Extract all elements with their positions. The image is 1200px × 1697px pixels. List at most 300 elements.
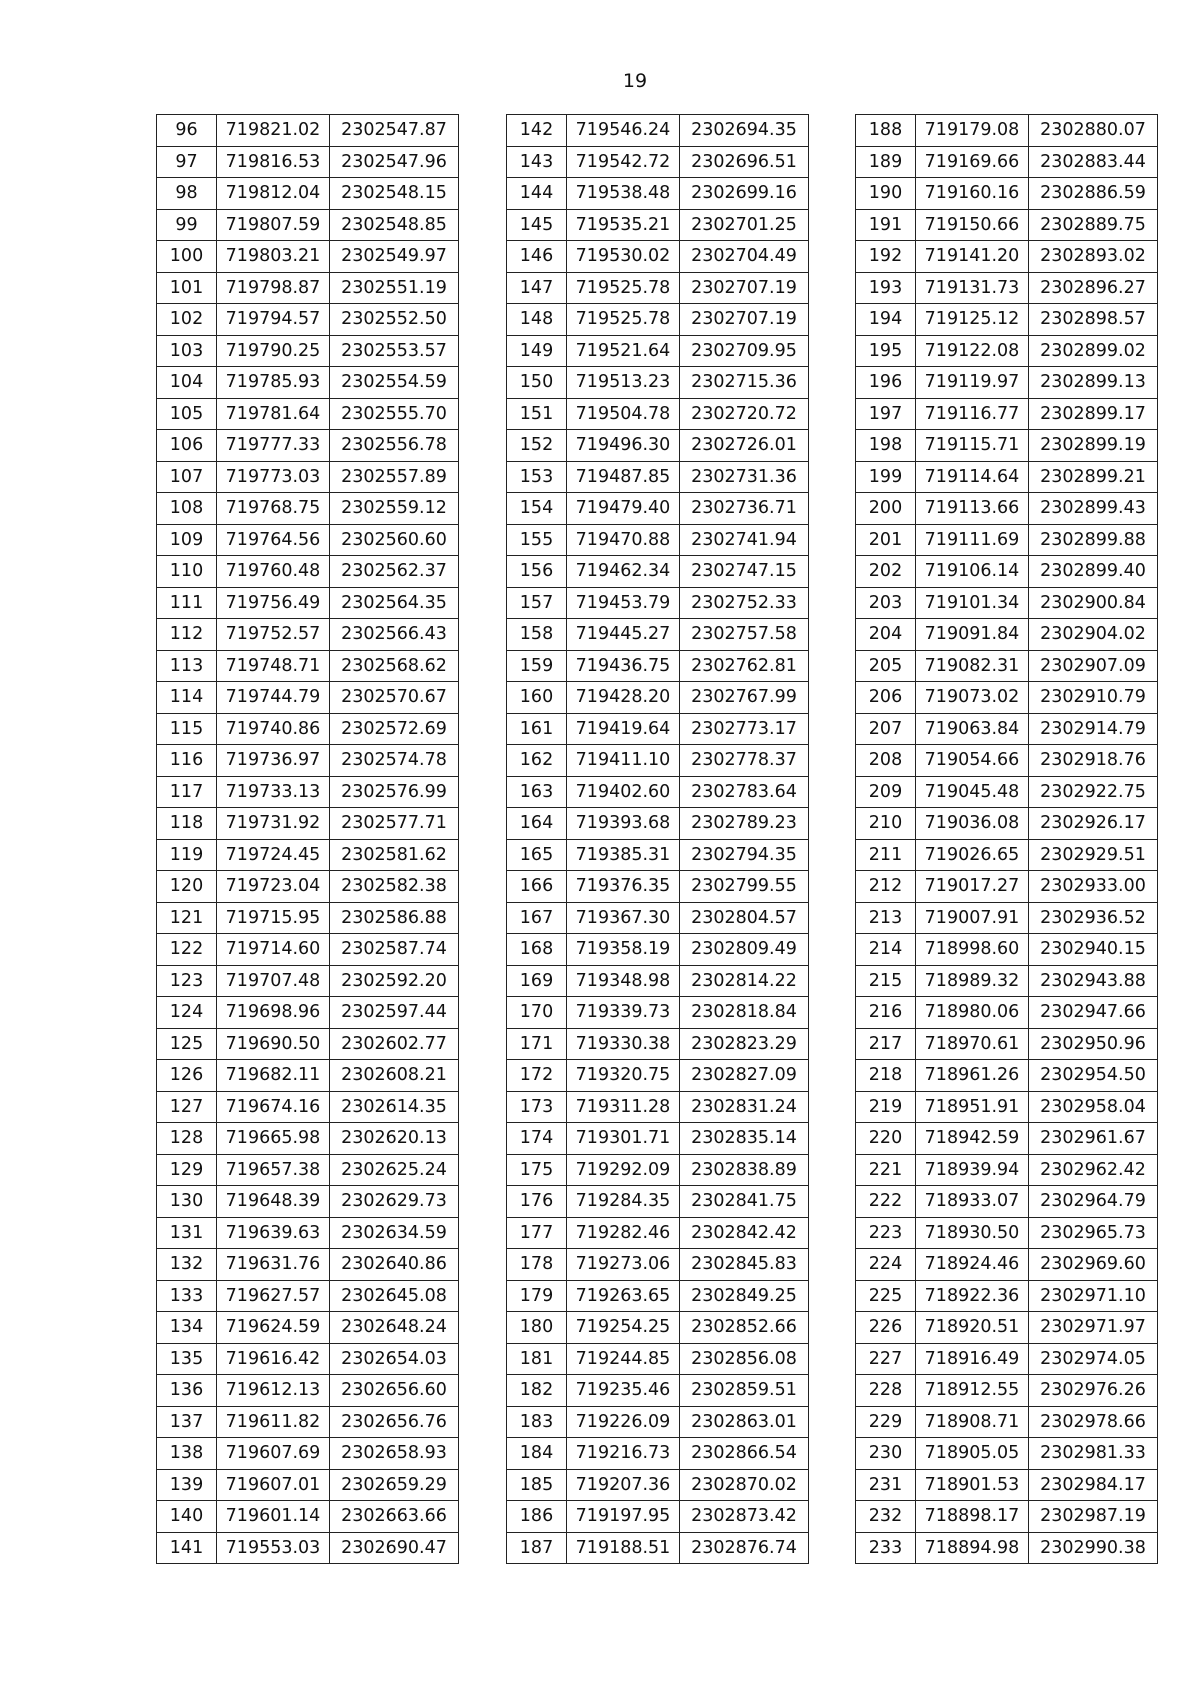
point-number-cell: 156 <box>507 556 567 588</box>
x-coordinate-cell: 719367.30 <box>567 902 680 934</box>
x-coordinate-cell: 719244.85 <box>567 1343 680 1375</box>
y-coordinate-cell: 2302556.78 <box>330 430 459 462</box>
point-number-cell: 153 <box>507 461 567 493</box>
y-coordinate-cell: 2302918.76 <box>1029 745 1158 777</box>
point-number-cell: 118 <box>157 808 217 840</box>
table-row <box>157 335 459 367</box>
x-coordinate-cell: 719724.45 <box>217 839 330 871</box>
y-coordinate-cell: 2302880.07 <box>1029 115 1158 147</box>
table-row <box>856 493 1158 525</box>
table-row <box>157 1028 459 1060</box>
point-number-cell: 224 <box>856 1249 916 1281</box>
x-coordinate-cell: 719419.64 <box>567 713 680 745</box>
y-coordinate-cell: 2302720.72 <box>680 398 809 430</box>
y-coordinate-cell: 2302648.24 <box>330 1312 459 1344</box>
point-number-cell: 173 <box>507 1091 567 1123</box>
point-number-cell: 175 <box>507 1154 567 1186</box>
y-coordinate-cell: 2302899.19 <box>1029 430 1158 462</box>
y-coordinate-cell: 2302898.57 <box>1029 304 1158 336</box>
coordinate-table-3 <box>855 114 1158 1564</box>
y-coordinate-cell: 2302845.83 <box>680 1249 809 1281</box>
point-number-cell: 194 <box>856 304 916 336</box>
table-row <box>507 1060 809 1092</box>
point-number-cell: 220 <box>856 1123 916 1155</box>
y-coordinate-cell: 2302899.21 <box>1029 461 1158 493</box>
x-coordinate-cell: 719131.73 <box>916 272 1029 304</box>
table-row <box>507 682 809 714</box>
point-number-cell: 171 <box>507 1028 567 1060</box>
point-number-cell: 146 <box>507 241 567 273</box>
y-coordinate-cell: 2302794.35 <box>680 839 809 871</box>
y-coordinate-cell: 2302752.33 <box>680 587 809 619</box>
page-number: 19 <box>622 70 648 92</box>
x-coordinate-cell: 719733.13 <box>217 776 330 808</box>
x-coordinate-cell: 719235.46 <box>567 1375 680 1407</box>
y-coordinate-cell: 2302974.05 <box>1029 1343 1158 1375</box>
point-number-cell: 115 <box>157 713 217 745</box>
point-number-cell: 209 <box>856 776 916 808</box>
table-row <box>157 745 459 777</box>
x-coordinate-cell: 719411.10 <box>567 745 680 777</box>
point-number-cell: 138 <box>157 1438 217 1470</box>
y-coordinate-cell: 2302757.58 <box>680 619 809 651</box>
point-number-cell: 131 <box>157 1217 217 1249</box>
point-number-cell: 216 <box>856 997 916 1029</box>
point-number-cell: 176 <box>507 1186 567 1218</box>
table-row <box>157 1186 459 1218</box>
x-coordinate-cell: 719462.34 <box>567 556 680 588</box>
y-coordinate-cell: 2302548.15 <box>330 178 459 210</box>
y-coordinate-cell: 2302896.27 <box>1029 272 1158 304</box>
y-coordinate-cell: 2302969.60 <box>1029 1249 1158 1281</box>
x-coordinate-cell: 718961.26 <box>916 1060 1029 1092</box>
point-number-cell: 150 <box>507 367 567 399</box>
point-number-cell: 105 <box>157 398 217 430</box>
point-number-cell: 128 <box>157 1123 217 1155</box>
x-coordinate-cell: 719358.19 <box>567 934 680 966</box>
x-coordinate-cell: 719631.76 <box>217 1249 330 1281</box>
table-row <box>157 1438 459 1470</box>
point-number-cell: 97 <box>157 146 217 178</box>
point-number-cell: 111 <box>157 587 217 619</box>
y-coordinate-cell: 2302570.67 <box>330 682 459 714</box>
x-coordinate-cell: 719682.11 <box>217 1060 330 1092</box>
point-number-cell: 190 <box>856 178 916 210</box>
table-row <box>856 934 1158 966</box>
table-row <box>856 398 1158 430</box>
y-coordinate-cell: 2302958.04 <box>1029 1091 1158 1123</box>
table-row <box>856 272 1158 304</box>
point-number-cell: 159 <box>507 650 567 682</box>
table-row <box>507 776 809 808</box>
x-coordinate-cell: 719752.57 <box>217 619 330 651</box>
x-coordinate-cell: 718901.53 <box>916 1469 1029 1501</box>
point-number-cell: 101 <box>157 272 217 304</box>
x-coordinate-cell: 719740.86 <box>217 713 330 745</box>
table-row <box>856 304 1158 336</box>
x-coordinate-cell: 719756.49 <box>217 587 330 619</box>
x-coordinate-cell: 719026.65 <box>916 839 1029 871</box>
point-number-cell: 206 <box>856 682 916 714</box>
point-number-cell: 137 <box>157 1406 217 1438</box>
x-coordinate-cell: 719402.60 <box>567 776 680 808</box>
table-row <box>157 241 459 273</box>
table-row <box>157 1406 459 1438</box>
x-coordinate-cell: 719794.57 <box>217 304 330 336</box>
x-coordinate-cell: 719376.35 <box>567 871 680 903</box>
y-coordinate-cell: 2302965.73 <box>1029 1217 1158 1249</box>
y-coordinate-cell: 2302548.85 <box>330 209 459 241</box>
x-coordinate-cell: 718998.60 <box>916 934 1029 966</box>
x-coordinate-cell: 719122.08 <box>916 335 1029 367</box>
table-row <box>157 178 459 210</box>
table-row <box>507 1343 809 1375</box>
table-row <box>507 745 809 777</box>
table-row <box>157 556 459 588</box>
coordinate-table-1 <box>156 114 459 1564</box>
x-coordinate-cell: 719311.28 <box>567 1091 680 1123</box>
y-coordinate-cell: 2302841.75 <box>680 1186 809 1218</box>
table-row <box>507 1123 809 1155</box>
table-row <box>856 965 1158 997</box>
y-coordinate-cell: 2302547.87 <box>330 115 459 147</box>
y-coordinate-cell: 2302602.77 <box>330 1028 459 1060</box>
y-coordinate-cell: 2302971.97 <box>1029 1312 1158 1344</box>
table-row <box>856 713 1158 745</box>
y-coordinate-cell: 2302859.51 <box>680 1375 809 1407</box>
y-coordinate-cell: 2302547.96 <box>330 146 459 178</box>
x-coordinate-cell: 719812.04 <box>217 178 330 210</box>
y-coordinate-cell: 2302634.59 <box>330 1217 459 1249</box>
x-coordinate-cell: 719798.87 <box>217 272 330 304</box>
table-row <box>157 1469 459 1501</box>
y-coordinate-cell: 2302557.89 <box>330 461 459 493</box>
x-coordinate-cell: 718951.91 <box>916 1091 1029 1123</box>
table-row <box>157 1343 459 1375</box>
y-coordinate-cell: 2302981.33 <box>1029 1438 1158 1470</box>
table-row <box>507 461 809 493</box>
table-row <box>157 146 459 178</box>
coordinate-table-2 <box>506 114 809 1564</box>
x-coordinate-cell: 719445.27 <box>567 619 680 651</box>
table-row <box>157 1280 459 1312</box>
y-coordinate-cell: 2302773.17 <box>680 713 809 745</box>
table-row <box>856 335 1158 367</box>
table-row <box>856 556 1158 588</box>
point-number-cell: 158 <box>507 619 567 651</box>
x-coordinate-cell: 719690.50 <box>217 1028 330 1060</box>
y-coordinate-cell: 2302625.24 <box>330 1154 459 1186</box>
point-number-cell: 129 <box>157 1154 217 1186</box>
x-coordinate-cell: 719785.93 <box>217 367 330 399</box>
y-coordinate-cell: 2302572.69 <box>330 713 459 745</box>
table-row <box>856 1532 1158 1564</box>
x-coordinate-cell: 719017.27 <box>916 871 1029 903</box>
point-number-cell: 121 <box>157 902 217 934</box>
x-coordinate-cell: 719530.02 <box>567 241 680 273</box>
table-row <box>856 650 1158 682</box>
y-coordinate-cell: 2302940.15 <box>1029 934 1158 966</box>
y-coordinate-cell: 2302987.19 <box>1029 1501 1158 1533</box>
x-coordinate-cell: 719179.08 <box>916 115 1029 147</box>
x-coordinate-cell: 719538.48 <box>567 178 680 210</box>
point-number-cell: 204 <box>856 619 916 651</box>
point-number-cell: 212 <box>856 871 916 903</box>
x-coordinate-cell: 718939.94 <box>916 1154 1029 1186</box>
x-coordinate-cell: 719428.20 <box>567 682 680 714</box>
y-coordinate-cell: 2302899.88 <box>1029 524 1158 556</box>
y-coordinate-cell: 2302690.47 <box>330 1532 459 1564</box>
table-row <box>856 115 1158 147</box>
x-coordinate-cell: 719091.84 <box>916 619 1029 651</box>
table-row <box>856 1154 1158 1186</box>
y-coordinate-cell: 2302663.66 <box>330 1501 459 1533</box>
point-number-cell: 100 <box>157 241 217 273</box>
y-coordinate-cell: 2302597.44 <box>330 997 459 1029</box>
x-coordinate-cell: 719639.63 <box>217 1217 330 1249</box>
point-number-cell: 157 <box>507 587 567 619</box>
y-coordinate-cell: 2302574.78 <box>330 745 459 777</box>
table-row <box>157 430 459 462</box>
table-row <box>157 1060 459 1092</box>
y-coordinate-cell: 2302873.42 <box>680 1501 809 1533</box>
point-number-cell: 201 <box>856 524 916 556</box>
y-coordinate-cell: 2302560.60 <box>330 524 459 556</box>
point-number-cell: 143 <box>507 146 567 178</box>
x-coordinate-cell: 719781.64 <box>217 398 330 430</box>
x-coordinate-cell: 719525.78 <box>567 304 680 336</box>
x-coordinate-cell: 719330.38 <box>567 1028 680 1060</box>
y-coordinate-cell: 2302762.81 <box>680 650 809 682</box>
table-row <box>507 115 809 147</box>
y-coordinate-cell: 2302926.17 <box>1029 808 1158 840</box>
x-coordinate-cell: 719803.21 <box>217 241 330 273</box>
table-row <box>856 1469 1158 1501</box>
x-coordinate-cell: 718989.32 <box>916 965 1029 997</box>
x-coordinate-cell: 719436.75 <box>567 650 680 682</box>
point-number-cell: 136 <box>157 1375 217 1407</box>
y-coordinate-cell: 2302783.64 <box>680 776 809 808</box>
y-coordinate-cell: 2302726.01 <box>680 430 809 462</box>
table-row <box>157 115 459 147</box>
y-coordinate-cell: 2302656.60 <box>330 1375 459 1407</box>
x-coordinate-cell: 719115.71 <box>916 430 1029 462</box>
point-number-cell: 108 <box>157 493 217 525</box>
table-row <box>157 619 459 651</box>
y-coordinate-cell: 2302823.29 <box>680 1028 809 1060</box>
table-row <box>157 871 459 903</box>
x-coordinate-cell: 718908.71 <box>916 1406 1029 1438</box>
x-coordinate-cell: 719821.02 <box>217 115 330 147</box>
table-row <box>157 493 459 525</box>
y-coordinate-cell: 2302863.01 <box>680 1406 809 1438</box>
table-row <box>856 619 1158 651</box>
point-number-cell: 188 <box>856 115 916 147</box>
x-coordinate-cell: 719045.48 <box>916 776 1029 808</box>
point-number-cell: 217 <box>856 1028 916 1060</box>
x-coordinate-cell: 718980.06 <box>916 997 1029 1029</box>
y-coordinate-cell: 2302964.79 <box>1029 1186 1158 1218</box>
point-number-cell: 147 <box>507 272 567 304</box>
table-row <box>157 1249 459 1281</box>
table-row <box>507 304 809 336</box>
point-number-cell: 139 <box>157 1469 217 1501</box>
point-number-cell: 164 <box>507 808 567 840</box>
x-coordinate-cell: 719624.59 <box>217 1312 330 1344</box>
x-coordinate-cell: 719393.68 <box>567 808 680 840</box>
point-number-cell: 231 <box>856 1469 916 1501</box>
x-coordinate-cell: 719007.91 <box>916 902 1029 934</box>
y-coordinate-cell: 2302654.03 <box>330 1343 459 1375</box>
table-row <box>856 1406 1158 1438</box>
point-number-cell: 148 <box>507 304 567 336</box>
y-coordinate-cell: 2302715.36 <box>680 367 809 399</box>
table-row <box>507 1217 809 1249</box>
y-coordinate-cell: 2302852.66 <box>680 1312 809 1344</box>
y-coordinate-cell: 2302818.84 <box>680 997 809 1029</box>
x-coordinate-cell: 719116.77 <box>916 398 1029 430</box>
x-coordinate-cell: 719707.48 <box>217 965 330 997</box>
point-number-cell: 185 <box>507 1469 567 1501</box>
y-coordinate-cell: 2302889.75 <box>1029 209 1158 241</box>
point-number-cell: 99 <box>157 209 217 241</box>
x-coordinate-cell: 719731.92 <box>217 808 330 840</box>
point-number-cell: 211 <box>856 839 916 871</box>
y-coordinate-cell: 2302658.93 <box>330 1438 459 1470</box>
table-row <box>856 461 1158 493</box>
table-row <box>157 461 459 493</box>
y-coordinate-cell: 2302838.89 <box>680 1154 809 1186</box>
y-coordinate-cell: 2302577.71 <box>330 808 459 840</box>
y-coordinate-cell: 2302608.21 <box>330 1060 459 1092</box>
point-number-cell: 141 <box>157 1532 217 1564</box>
y-coordinate-cell: 2302962.42 <box>1029 1154 1158 1186</box>
y-coordinate-cell: 2302886.59 <box>1029 178 1158 210</box>
point-number-cell: 228 <box>856 1375 916 1407</box>
point-number-cell: 151 <box>507 398 567 430</box>
y-coordinate-cell: 2302835.14 <box>680 1123 809 1155</box>
x-coordinate-cell: 719627.57 <box>217 1280 330 1312</box>
table-row <box>157 902 459 934</box>
x-coordinate-cell: 719113.66 <box>916 493 1029 525</box>
point-number-cell: 219 <box>856 1091 916 1123</box>
x-coordinate-cell: 719496.30 <box>567 430 680 462</box>
x-coordinate-cell: 719553.03 <box>217 1532 330 1564</box>
x-coordinate-cell: 719504.78 <box>567 398 680 430</box>
y-coordinate-cell: 2302747.15 <box>680 556 809 588</box>
x-coordinate-cell: 719150.66 <box>916 209 1029 241</box>
table-row <box>507 1375 809 1407</box>
y-coordinate-cell: 2302555.70 <box>330 398 459 430</box>
x-coordinate-cell: 719114.64 <box>916 461 1029 493</box>
table-row <box>507 272 809 304</box>
x-coordinate-cell: 718912.55 <box>916 1375 1029 1407</box>
table-row <box>507 965 809 997</box>
point-number-cell: 170 <box>507 997 567 1029</box>
x-coordinate-cell: 719674.16 <box>217 1091 330 1123</box>
table-row <box>507 1438 809 1470</box>
x-coordinate-cell: 719768.75 <box>217 493 330 525</box>
y-coordinate-cell: 2302900.84 <box>1029 587 1158 619</box>
point-number-cell: 96 <box>157 115 217 147</box>
table-row <box>856 902 1158 934</box>
table-row <box>157 304 459 336</box>
y-coordinate-cell: 2302696.51 <box>680 146 809 178</box>
table-row <box>856 241 1158 273</box>
point-number-cell: 104 <box>157 367 217 399</box>
table-row <box>856 1343 1158 1375</box>
table-row <box>856 997 1158 1029</box>
point-number-cell: 125 <box>157 1028 217 1060</box>
point-number-cell: 112 <box>157 619 217 651</box>
x-coordinate-cell: 719320.75 <box>567 1060 680 1092</box>
point-number-cell: 223 <box>856 1217 916 1249</box>
table-row <box>157 682 459 714</box>
y-coordinate-cell: 2302551.19 <box>330 272 459 304</box>
y-coordinate-cell: 2302592.20 <box>330 965 459 997</box>
x-coordinate-cell: 719773.03 <box>217 461 330 493</box>
table-row <box>507 367 809 399</box>
y-coordinate-cell: 2302929.51 <box>1029 839 1158 871</box>
point-number-cell: 182 <box>507 1375 567 1407</box>
y-coordinate-cell: 2302910.79 <box>1029 682 1158 714</box>
table-row <box>157 808 459 840</box>
table-row <box>507 1501 809 1533</box>
table-row <box>507 556 809 588</box>
table-row <box>507 398 809 430</box>
y-coordinate-cell: 2302971.10 <box>1029 1280 1158 1312</box>
x-coordinate-cell: 719816.53 <box>217 146 330 178</box>
y-coordinate-cell: 2302709.95 <box>680 335 809 367</box>
x-coordinate-cell: 718916.49 <box>916 1343 1029 1375</box>
x-coordinate-cell: 718970.61 <box>916 1028 1029 1060</box>
x-coordinate-cell: 719054.66 <box>916 745 1029 777</box>
point-number-cell: 160 <box>507 682 567 714</box>
y-coordinate-cell: 2302554.59 <box>330 367 459 399</box>
point-number-cell: 215 <box>856 965 916 997</box>
y-coordinate-cell: 2302809.49 <box>680 934 809 966</box>
point-number-cell: 166 <box>507 871 567 903</box>
table-row <box>507 1091 809 1123</box>
x-coordinate-cell: 718924.46 <box>916 1249 1029 1281</box>
y-coordinate-cell: 2302559.12 <box>330 493 459 525</box>
table-row <box>856 839 1158 871</box>
table-row <box>157 587 459 619</box>
table-row <box>856 367 1158 399</box>
point-number-cell: 226 <box>856 1312 916 1344</box>
y-coordinate-cell: 2302576.99 <box>330 776 459 808</box>
point-number-cell: 98 <box>157 178 217 210</box>
point-number-cell: 152 <box>507 430 567 462</box>
y-coordinate-cell: 2302814.22 <box>680 965 809 997</box>
y-coordinate-cell: 2302587.74 <box>330 934 459 966</box>
x-coordinate-cell: 719525.78 <box>567 272 680 304</box>
point-number-cell: 145 <box>507 209 567 241</box>
y-coordinate-cell: 2302899.17 <box>1029 398 1158 430</box>
y-coordinate-cell: 2302936.52 <box>1029 902 1158 934</box>
y-coordinate-cell: 2302876.74 <box>680 1532 809 1564</box>
y-coordinate-cell: 2302552.50 <box>330 304 459 336</box>
table-row <box>856 682 1158 714</box>
table-row <box>507 493 809 525</box>
y-coordinate-cell: 2302562.37 <box>330 556 459 588</box>
table-row <box>157 776 459 808</box>
x-coordinate-cell: 719698.96 <box>217 997 330 1029</box>
x-coordinate-cell: 719777.33 <box>217 430 330 462</box>
table-row <box>157 524 459 556</box>
point-number-cell: 229 <box>856 1406 916 1438</box>
point-number-cell: 167 <box>507 902 567 934</box>
